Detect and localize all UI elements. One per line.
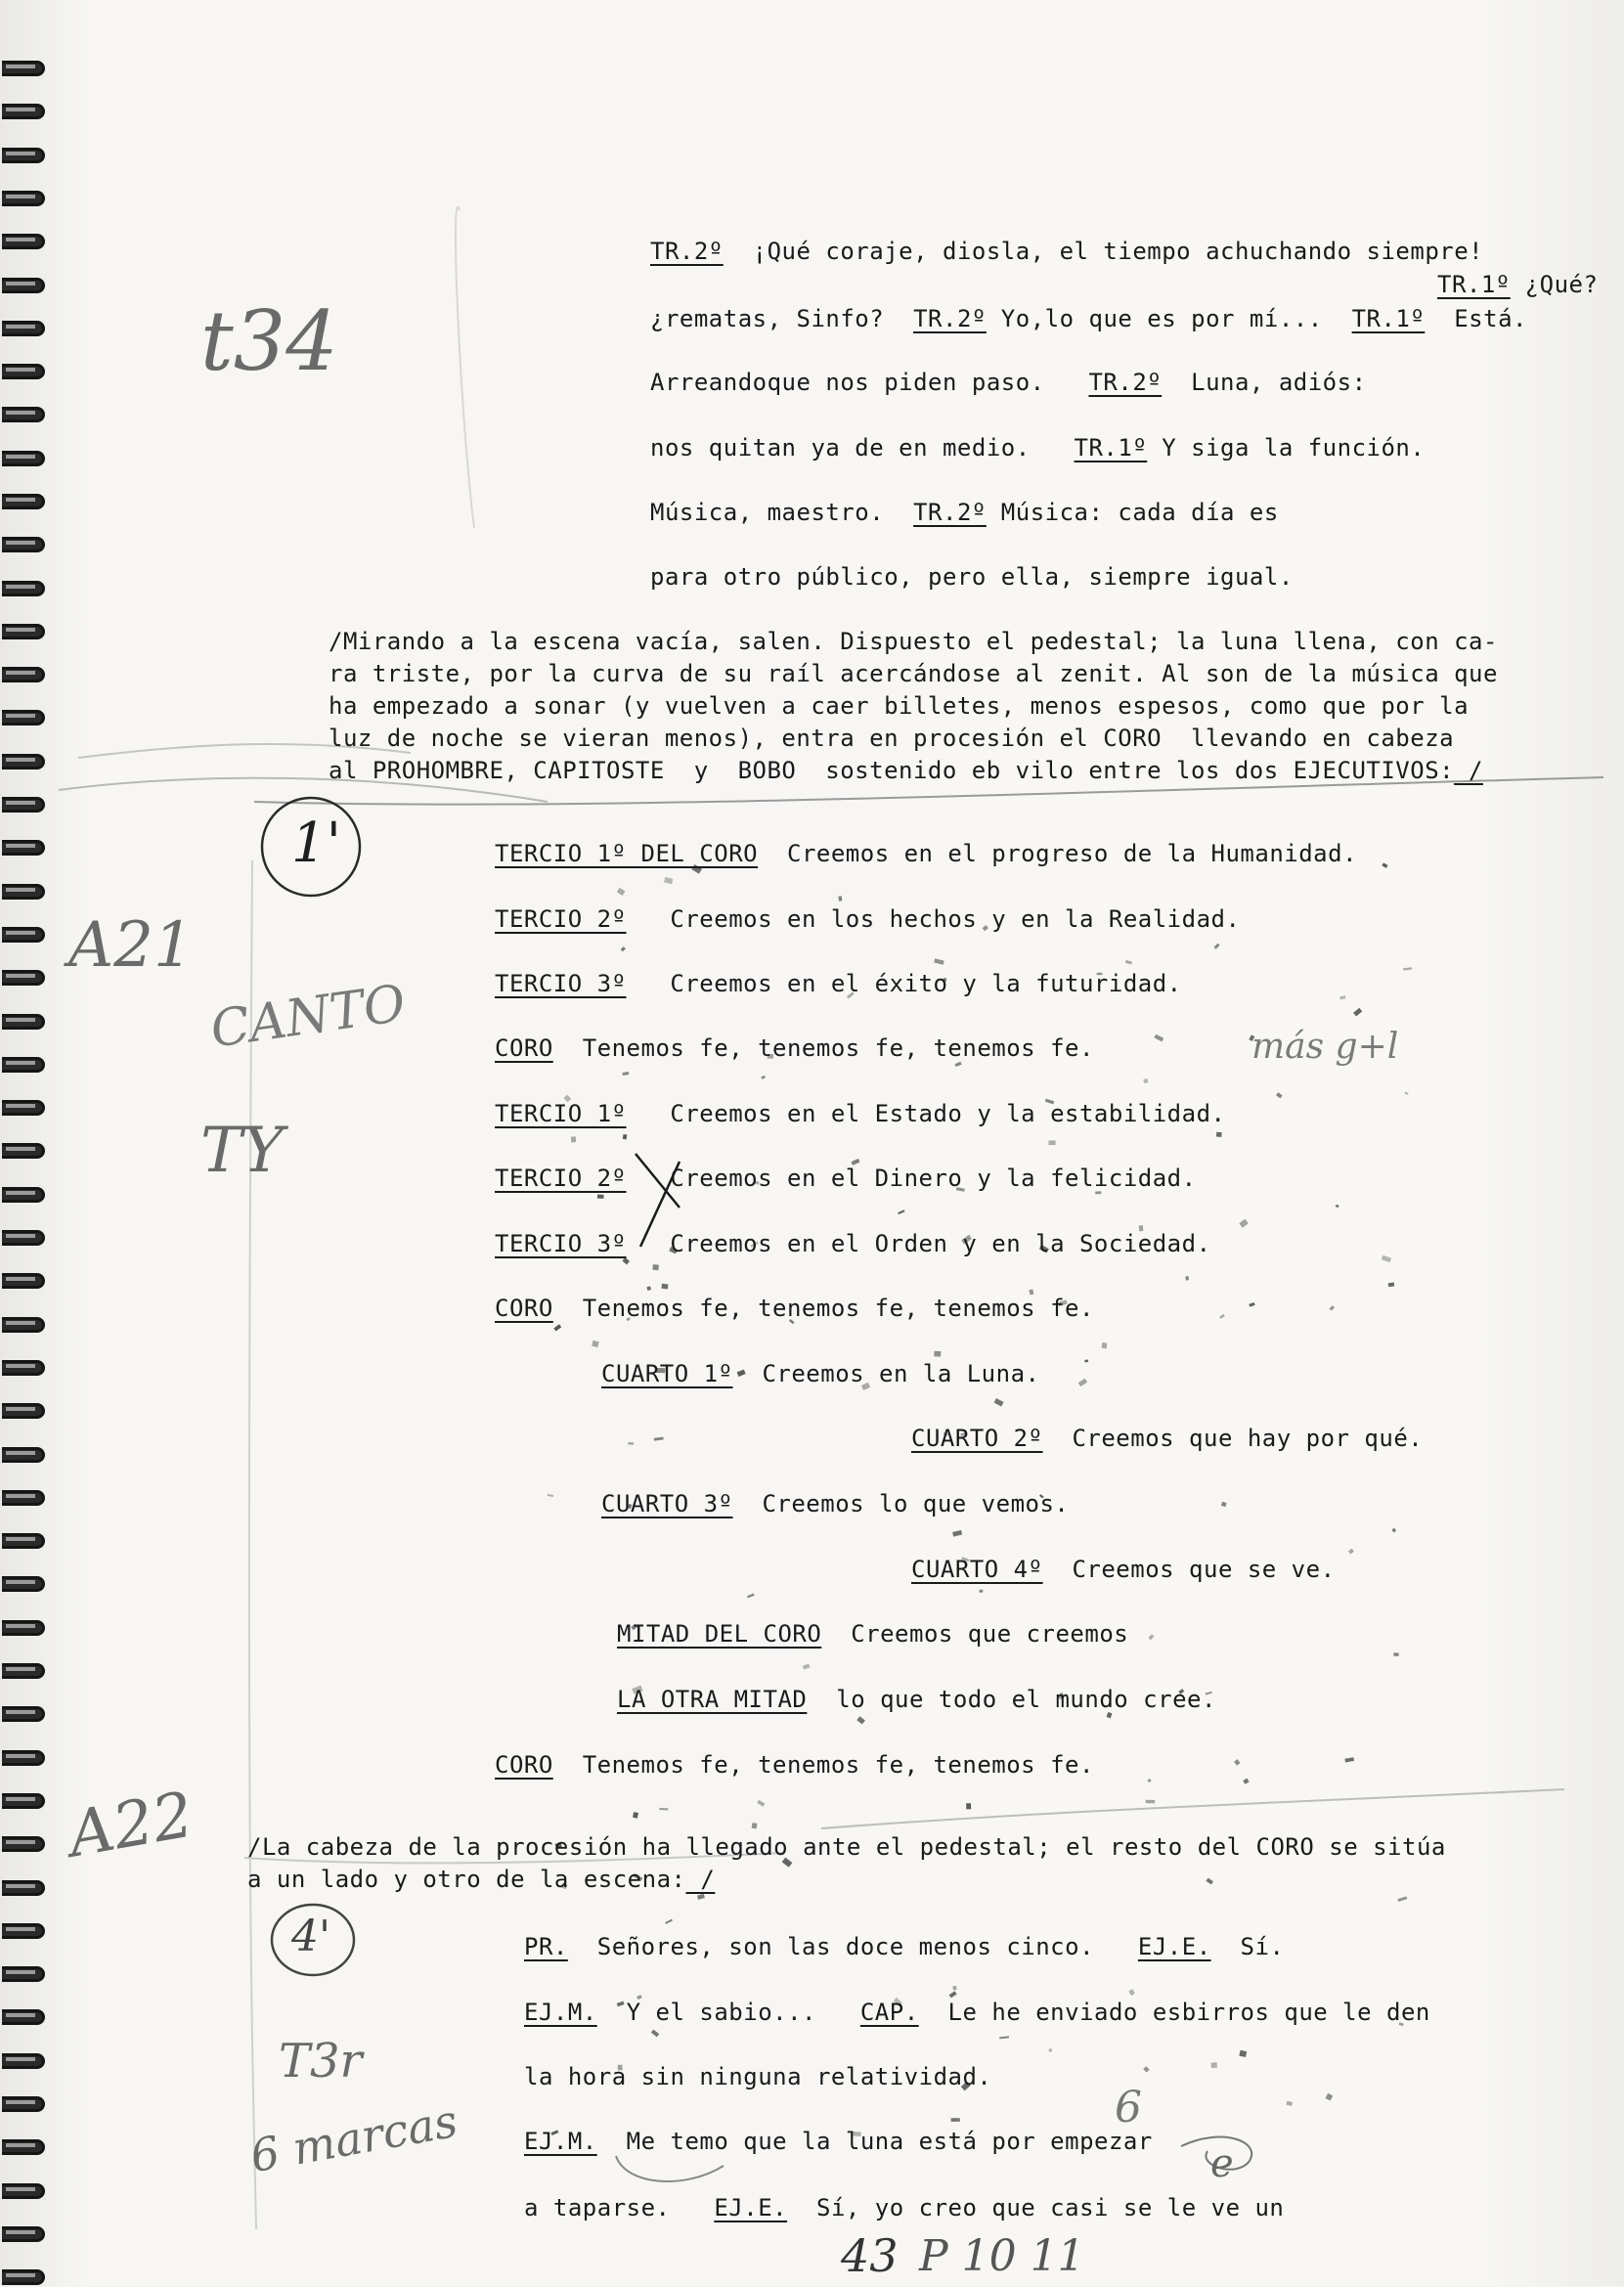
speckle (999, 2036, 1009, 2039)
speckle (1125, 960, 1132, 964)
speckle (1211, 2062, 1218, 2068)
speckle (856, 1716, 865, 1724)
speckle (1234, 1759, 1240, 1766)
line-text: /Mirando a la escena vacía, salen. Dispuesto el pedestal; la luna llena, con ca- (329, 628, 1498, 655)
line-text: nos quitan ya de en medio. (650, 434, 1075, 462)
dialogue-line (650, 433, 1425, 462)
speaker-label: LA OTRA MITAD (617, 1686, 808, 1713)
line-text: Le he enviado esbirros que le den (918, 1999, 1430, 2026)
line-text: Música, maestro. (650, 499, 914, 526)
speaker-label: TERCIO 1º DEL CORO (495, 840, 759, 867)
speckle (633, 1812, 638, 1819)
speaker-label: TERCIO 2º (495, 1165, 627, 1192)
speaker-label: CAP. (859, 1999, 919, 2026)
speckle (1330, 1305, 1336, 1310)
chorus-line (495, 1034, 1094, 1063)
speckle (623, 1134, 628, 1139)
speckle (803, 1663, 811, 1669)
dialogue-line (650, 368, 1367, 397)
speckle (1397, 1896, 1407, 1902)
speaker-label: TR.2º (913, 305, 987, 332)
handwritten-note: 6 marcas (245, 2093, 461, 2183)
speckle (1078, 1379, 1087, 1386)
handwritten-note: T3r (279, 2034, 363, 2089)
line-text: Luna, adiós: (1162, 369, 1367, 396)
speckle (966, 1803, 971, 1809)
speckle (597, 1195, 604, 1199)
line-text: Creemos en el progreso de la Humanidad. (758, 840, 1358, 867)
speaker-label: PR. (524, 1933, 568, 1960)
speaker-label: TERCIO 3º (495, 970, 627, 997)
speckle (548, 1494, 553, 1497)
line-text: Y siga la función. (1147, 434, 1426, 462)
line-text: Música: cada día es (986, 499, 1279, 526)
speckle (1147, 1779, 1151, 1782)
speckle (898, 1209, 904, 1214)
speckle (1216, 1132, 1222, 1137)
line-text: al PROHOMBRE, CAPITOSTE y BOBO sostenido eb vilo entre los dos EJECUTIVOS: (329, 757, 1455, 784)
line-text: /La cabeza de la procesión ha llegado ante el pedestal; el resto del CORO se sitúa (247, 1833, 1446, 1861)
speckle (665, 1919, 673, 1924)
chorus-line (495, 969, 1182, 998)
speckle (1221, 1502, 1227, 1507)
line-text: Sí, yo creo que casi se le ve un (787, 2194, 1285, 2221)
handwritten-note: 1' (291, 812, 342, 875)
handwritten-note: A21 (68, 909, 194, 982)
handwritten-note: 6 (1115, 2083, 1142, 2133)
speckle (1388, 1283, 1394, 1288)
speckle (697, 1894, 705, 1900)
speaker-label: EJ.M. (524, 1999, 597, 2026)
speckle (1049, 2048, 1053, 2052)
speckle (1049, 1140, 1056, 1145)
stage-direction-line (329, 724, 1454, 753)
stage-direction-line (329, 691, 1469, 721)
chorus-line (495, 1750, 1094, 1780)
speaker-label: TR.2º (1088, 369, 1163, 396)
speckle (592, 1341, 599, 1347)
speckle (761, 1076, 766, 1079)
line-text: Y el sabio... (596, 1999, 860, 2026)
chorus-line (495, 1099, 1225, 1128)
handwritten-note: A22 (63, 1779, 199, 1872)
speckle (1185, 1276, 1189, 1280)
stage-direction-line (329, 756, 1483, 785)
stage-direction-line (329, 659, 1498, 688)
line-text: Señores, son las doce menos cinco. (567, 1933, 1138, 1960)
chorus-line (601, 1359, 1039, 1388)
speaker-label: EJ.M. (524, 2128, 597, 2155)
handwritten-note: e (1210, 2141, 1234, 2186)
handwritten-note: CANTO (206, 974, 410, 1060)
speaker-label: TERCIO 2º (495, 905, 627, 933)
speaker-label: TR.1º (1437, 271, 1511, 298)
speckle (1339, 995, 1345, 999)
speckle (664, 877, 673, 884)
chorus-line (495, 904, 1240, 934)
speckle (1382, 862, 1387, 867)
speaker-label: / (1454, 757, 1483, 784)
speckle (1393, 1652, 1399, 1656)
line-text: Sí. (1210, 1933, 1285, 1960)
speckle (1348, 1549, 1354, 1555)
speckle (1143, 1078, 1148, 1083)
speckle (1249, 1302, 1254, 1307)
line-text: luz de noche se vieran menos), entra en procesión el CORO llevando en cabeza (329, 725, 1455, 752)
line-text: lo que todo el mundo cree. (807, 1686, 1216, 1713)
speckle (1276, 1092, 1283, 1098)
line-text: Creemos que hay por qué. (1042, 1425, 1424, 1452)
dialogue-line (524, 2193, 1284, 2222)
speaker-label: EJ.E. (714, 2194, 788, 2221)
chorus-line (911, 1555, 1336, 1584)
line-text: Creemos en la Luna. (732, 1360, 1040, 1387)
speckle (659, 1808, 668, 1811)
dialogue-line (650, 237, 1483, 266)
chorus-line (495, 1164, 1197, 1193)
speckle (1128, 1989, 1135, 1996)
speckle (934, 1351, 941, 1357)
line-text: Tenemos fe, tenemos fe, tenemos fe. (552, 1034, 1094, 1062)
speckle (1154, 1034, 1163, 1042)
speaker-label: CORO (495, 1751, 553, 1779)
speaker-label: CORO (495, 1295, 553, 1322)
speckle (622, 1257, 630, 1264)
speaker-label: CUARTO 3º (601, 1490, 733, 1517)
speaker-label: CUARTO 1º (601, 1360, 733, 1387)
speckle (1392, 1528, 1397, 1533)
speckle (623, 1072, 630, 1076)
dialogue-line (650, 562, 1294, 592)
speaker-label: TERCIO 3º (495, 1230, 627, 1257)
speaker-label: TR.2º (650, 238, 724, 265)
speckle (621, 946, 626, 951)
speckle (1239, 2050, 1247, 2057)
speckle (1101, 1342, 1107, 1349)
chorus-line (617, 1619, 1128, 1649)
speckle (1206, 1878, 1213, 1885)
line-text: ¿rematas, Sinfo? (650, 305, 914, 332)
speckle (651, 2030, 659, 2038)
speaker-label: CUARTO 4º (911, 1556, 1043, 1583)
line-text: Creemos en los hechos y en la Realidad. (626, 905, 1241, 933)
handwritten-note: TY (200, 1115, 284, 1187)
handwritten-note: más g+l (1251, 1027, 1399, 1067)
speckle (839, 896, 843, 901)
speckle (1239, 1219, 1248, 1228)
page-number: 43 (841, 2229, 899, 2282)
speaker-label: TERCIO 1º (495, 1100, 627, 1127)
speckle (757, 1800, 765, 1807)
speckle (654, 1437, 664, 1441)
speckle (747, 1593, 755, 1598)
line-text: Creemos en el Dinero y la felicidad. (626, 1165, 1197, 1192)
dialogue-line (650, 498, 1279, 527)
line-text: a taparse. (524, 2194, 715, 2221)
speckle (994, 1398, 1004, 1406)
speckle (1286, 2101, 1293, 2106)
chorus-line (911, 1424, 1423, 1453)
line-text: Creemos que se ve. (1042, 1556, 1336, 1583)
stage-direction-line (247, 1865, 715, 1894)
speckle (1143, 2066, 1150, 2073)
handwritten-page-code: P 10 11 (919, 2231, 1085, 2281)
speckle (646, 1286, 651, 1291)
dialogue-line (1437, 270, 1598, 299)
dialogue-line (524, 1932, 1284, 1961)
speckle (617, 888, 626, 896)
speckle (951, 2118, 960, 2122)
speckle (1213, 944, 1219, 949)
speckle (1084, 1359, 1088, 1362)
line-text: ra triste, por la curva de su raíl acercándose al zenit. Al son de la música que (329, 660, 1498, 687)
speckle (1353, 1008, 1362, 1017)
speaker-label: MITAD DEL CORO (617, 1620, 822, 1648)
speckle (1336, 1205, 1339, 1209)
line-text: ¿Qué? (1510, 271, 1599, 298)
speckle (1344, 1757, 1354, 1762)
line-text: la hora sin ninguna relatividad. (524, 2063, 992, 2090)
dialogue-line (650, 304, 1527, 333)
speckle (752, 1823, 758, 1828)
line-text: a un lado y otro de la escena: (247, 1866, 686, 1893)
chorus-line (495, 1229, 1211, 1258)
speckle (628, 1442, 634, 1445)
handwritten-note: t34 (200, 293, 338, 389)
speckle (952, 1530, 962, 1537)
chorus-line (601, 1489, 1069, 1518)
speckle (1326, 2093, 1334, 2101)
handwritten-note: 4' (291, 1912, 331, 1961)
line-text: ha empezado a sonar (y vuelven a caer billetes, menos espesos, como que por la (329, 692, 1470, 720)
speckle (1148, 1634, 1154, 1640)
chorus-line (617, 1685, 1216, 1714)
stage-direction-line (247, 1832, 1446, 1862)
line-text: Creemos que creemos (821, 1620, 1129, 1648)
chorus-line (495, 1294, 1094, 1323)
speaker-label: TR.1º (1351, 305, 1426, 332)
line-text: Yo,lo que es por mí... (986, 305, 1352, 332)
speaker-label: EJ.E. (1137, 1933, 1211, 1960)
line-text: para otro público, pero ella, siempre igual. (650, 563, 1294, 591)
line-text: Creemos en el Orden y en la Sociedad. (626, 1230, 1211, 1257)
dialogue-line (524, 1998, 1430, 2027)
line-text: Creemos lo que vemos. (732, 1490, 1070, 1517)
speckle (1404, 1091, 1408, 1095)
speaker-label: TR.2º (913, 499, 987, 526)
line-text: Creemos en el Estado y la estabilidad. (626, 1100, 1226, 1127)
line-text: Tenemos fe, tenemos fe, tenemos fe. (552, 1751, 1094, 1779)
line-text: Arreandoque nos piden paso. (650, 369, 1089, 396)
speckle (1243, 1779, 1249, 1784)
speckle (1219, 1314, 1225, 1319)
line-text: Está. (1425, 305, 1527, 332)
speckle (979, 1590, 983, 1593)
stage-direction-line (329, 627, 1498, 656)
speckle (553, 1324, 561, 1331)
speckle (934, 958, 944, 964)
line-text: Me temo que la luna está por empezar (596, 2128, 1153, 2155)
speckle (1382, 1255, 1391, 1262)
speckle (652, 1264, 658, 1270)
speaker-label: / (685, 1866, 716, 1893)
line-text: Tenemos fe, tenemos fe, tenemos fe. (552, 1295, 1094, 1322)
chorus-line (495, 839, 1357, 868)
line-text: Creemos en el éxito y la futuridad. (626, 970, 1182, 997)
line-text: ¡Qué coraje, diosla, el tiempo achuchando siempre! (723, 238, 1484, 265)
speckle (952, 1986, 956, 1990)
speaker-label: TR.1º (1074, 434, 1148, 462)
dialogue-line (524, 2127, 1153, 2156)
speaker-label: CUARTO 2º (911, 1425, 1043, 1452)
speaker-label: CORO (495, 1034, 553, 1062)
speckle (571, 1136, 576, 1142)
speckle (661, 1284, 668, 1290)
speckle (1146, 1800, 1156, 1804)
speckle (1403, 967, 1412, 970)
dialogue-line (524, 2062, 991, 2091)
